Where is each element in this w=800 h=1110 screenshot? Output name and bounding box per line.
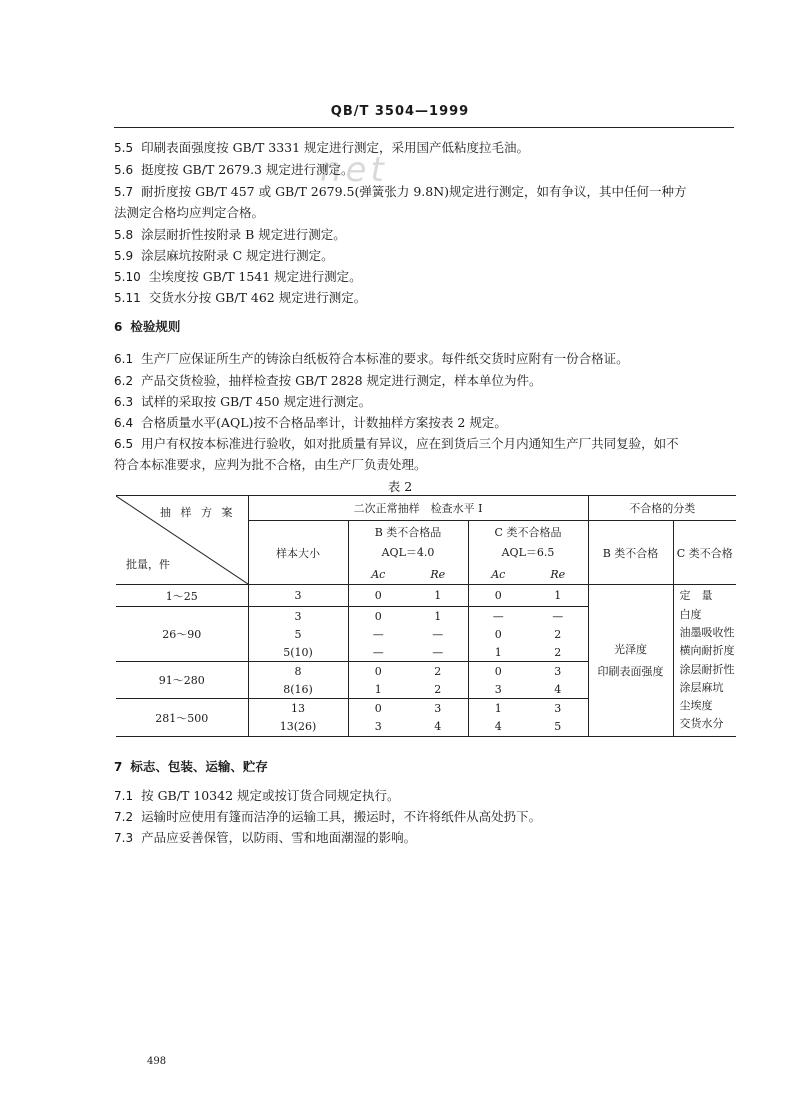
clause-5-8: 5.8 涂层耐折性按附录 B 规定进行测定。 (114, 227, 346, 242)
c-defect-item: 涂层麻坑 (679, 680, 724, 694)
sampling-plan-table (116, 495, 736, 737)
c-defect-item: 交货水分 (679, 717, 724, 731)
sample-size-cell: 8 (248, 662, 348, 681)
b-re-cell: 4 (434, 719, 442, 733)
clause-6-3: 6.3 试样的采取按 GB/T 450 规定进行测定。 (114, 394, 372, 409)
c-re-cell: 3 (554, 701, 562, 715)
clause-5-10: 5.10 尘埃度按 GB/T 1541 规定进行测定。 (114, 269, 362, 284)
b-re-cell: 2 (408, 680, 468, 699)
c-defect-item: 定 量 (679, 589, 713, 603)
section-6-heading: 6 检验规则 (114, 319, 181, 334)
c-defect-item: 尘埃度 (679, 699, 713, 713)
sample-size-cell: 5 (248, 625, 348, 643)
clause-5-5: 5.5 印刷表面强度按 GB/T 3331 规定进行测定，采用国产低粘度拉毛油。 (114, 140, 530, 155)
c-re-cell: 1 (528, 585, 588, 607)
c-ac-cell: 0 (468, 585, 528, 607)
b-ac-cell: 0 (348, 585, 408, 607)
clause-6-5-cont: 符合本标准要求，应判为批不合格，由生产厂负责处理。 (114, 457, 427, 472)
c-re-cell: — (552, 609, 564, 623)
sample-size-cell: 8(16) (248, 680, 348, 699)
c-re-cell: 4 (528, 680, 588, 699)
c-defect-items (673, 585, 736, 737)
c-re-cell: 2 (554, 627, 562, 641)
sample-size-cell: 5(10) (248, 643, 348, 662)
b-re-cell: 2 (434, 664, 442, 678)
sample-size-cell: 13 (248, 699, 348, 718)
col-b-re: Re (408, 564, 468, 585)
clause-5-7-cont: 法测定合格均应判定合格。 (114, 205, 265, 220)
section-7-heading: 7 标志、包装、运输、贮存 (114, 759, 268, 774)
col-b-class-aql: B 类不合格品 AQL＝4.0 (348, 521, 468, 565)
b-ac-cell: 0 (348, 607, 408, 626)
b-ac-cell: 3 (348, 717, 408, 735)
clause-5-7: 5.7 耐折度按 GB/T 457 或 GB/T 2679.5(弹簧张力 9.8N)规定进行测定，如有争议，其中任何一种方 (114, 184, 687, 199)
c-defect-item: 白度 (679, 607, 702, 621)
b-defect-items (588, 585, 673, 737)
b-re-cell: — (432, 627, 444, 641)
b-re-cell: 3 (434, 701, 442, 715)
col-c-ac: Ac (468, 564, 528, 585)
table-caption: 表 2 (387, 479, 413, 494)
corner-top-label: 抽 样 方 案 (160, 506, 236, 519)
batch-cell: 1～25 (116, 585, 248, 607)
c-ac-cell: 1 (468, 643, 528, 662)
clause-6-1: 6.1 生产厂应保证所生产的铸涂白纸板符合本标准的要求。每件纸交货时应附有一份合格证。 (114, 351, 629, 366)
b-ac-cell: 0 (348, 662, 408, 681)
b-ac-cell: — (348, 643, 408, 662)
clause-6-5: 6.5 用户有权按本标准进行验收，如对批质量有异议，应在到货后三个月内通知生产厂共同复验，如不 (114, 436, 679, 451)
group-header-defects: 不合格的分类 (588, 496, 736, 521)
c-defect-item: 涂层耐折性 (679, 662, 735, 676)
sample-size-cell: 3 (248, 607, 348, 626)
batch-cell: 281～500 (116, 699, 248, 737)
c-ac-cell: 1 (468, 699, 528, 718)
b-defect-item: 光泽度 (614, 642, 647, 656)
corner-header-cell (116, 496, 248, 585)
sample-size-cell: 3 (248, 585, 348, 607)
clause-5-6: 5.6 挺度按 GB/T 2679.3 规定进行测定。 (114, 162, 354, 177)
sample-size-cell: 13(26) (248, 717, 348, 735)
b-defect-item: 印刷表面强度 (597, 664, 664, 678)
col-b-defect: B 类不合格 (588, 521, 673, 585)
col-sample-size: 样本大小 (248, 521, 348, 585)
header-rule (114, 127, 734, 128)
table-row (116, 585, 736, 607)
c-ac-cell: 4 (468, 717, 528, 735)
col-c-class-aql: C 类不合格品 AQL＝6.5 (468, 521, 588, 565)
c-defect-item: 横向耐折度 (679, 644, 735, 658)
col-c-defect: C 类不合格 (673, 521, 736, 585)
b-re-cell: — (408, 643, 468, 662)
clause-7-1: 7.1 按 GB/T 10342 规定或按订货合同规定执行。 (114, 788, 400, 803)
standard-code-header: QB/T 3504—1999 (330, 104, 470, 119)
batch-cell: 26～90 (116, 607, 248, 662)
col-c-re: Re (528, 564, 588, 585)
c-defect-item: 油墨吸收性 (679, 625, 735, 639)
b-ac-cell: 0 (348, 699, 408, 718)
group-header-sampling: 二次正常抽样 检查水平 I (248, 496, 588, 521)
col-b-ac: Ac (348, 564, 408, 585)
c-ac-cell: 3 (468, 680, 528, 699)
clause-7-2: 7.2 运输时应使用有篷而洁净的运输工具，搬运时，不许将纸件从高处扔下。 (114, 809, 542, 824)
b-ac-cell: — (348, 625, 408, 643)
c-re-cell: 5 (554, 719, 562, 733)
c-re-cell: 2 (528, 643, 588, 662)
page-number: 498 (147, 1056, 167, 1067)
clause-6-2: 6.2 产品交货检验，抽样检查按 GB/T 2828 规定进行测定，样本单位为件。 (114, 373, 542, 388)
corner-bottom-label: 批量，件 (126, 558, 170, 571)
b-re-cell: 1 (434, 609, 442, 623)
watermark: net (320, 150, 388, 190)
c-ac-cell: — (468, 607, 528, 626)
clause-5-11: 5.11 交货水分按 GB/T 462 规定进行测定。 (114, 290, 367, 305)
clause-6-4: 6.4 合格质量水平(AQL)按不合格品率计，计数抽样方案按表 2 规定。 (114, 415, 507, 430)
b-re-cell: 1 (408, 585, 468, 607)
c-ac-cell: 0 (468, 662, 528, 681)
b-ac-cell: 1 (348, 680, 408, 699)
batch-cell: 91～280 (116, 662, 248, 699)
c-re-cell: 3 (554, 664, 562, 678)
clause-5-9: 5.9 涂层麻坑按附录 C 规定进行测定。 (114, 248, 334, 263)
clause-7-3: 7.3 产品应妥善保管，以防雨、雪和地面潮湿的影响。 (114, 830, 417, 845)
c-ac-cell: 0 (468, 625, 528, 643)
